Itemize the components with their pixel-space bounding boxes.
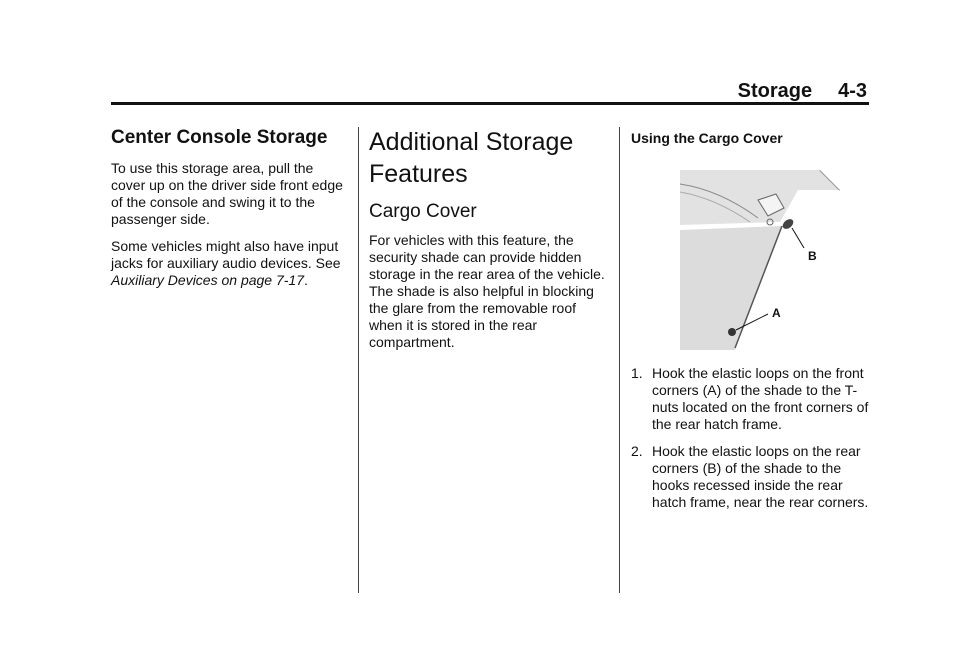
step-text: Hook the elastic loops on the rear corners (B) of the shade to the hooks recessed inside the rear hatch frame, near the rear corners. xyxy=(652,443,869,510)
label-a: A xyxy=(772,306,781,320)
tnut-a xyxy=(728,328,736,336)
cargo-cover-illustration xyxy=(680,170,840,350)
input-jacks-text: Some vehicles might also have input jacks for auxiliary audio devices. See xyxy=(111,237,341,271)
paragraph-console-use: To use this storage area, pull the cover up on the driver side front edge of the console and swing it to the passenger side. xyxy=(111,159,343,227)
steps-list xyxy=(631,365,871,521)
list-item xyxy=(631,443,871,511)
cross-reference-link[interactable]: Auxiliary Devices on page 7-17 xyxy=(111,271,304,288)
figure-caption: Using the Cargo Cover xyxy=(631,130,783,146)
page-header xyxy=(111,80,867,104)
column-divider-1 xyxy=(358,127,359,593)
subsection-title-cargo-cover: Cargo Cover xyxy=(369,201,477,222)
step-number: 2. xyxy=(631,443,643,459)
header-section: Storage xyxy=(737,80,813,102)
column-using-cargo-cover xyxy=(631,126,871,147)
section-title-center-console: Center Console Storage xyxy=(111,127,328,148)
paragraph-cargo-cover: For vehicles with this feature, the security shade can provide hidden storage in the rear area of the vehicle. The shade is also helpful in blocking the glare from the removable roof when it is stored in the rear compartment. xyxy=(369,231,605,350)
section-title-additional-storage: Additional Storage Features xyxy=(369,128,574,188)
header-page-number: 4-3 xyxy=(838,80,867,102)
step-text: Hook the elastic loops on the front corners (A) of the shade to the T-nuts located on the front corners of the rear hatch frame. xyxy=(652,365,869,432)
list-item xyxy=(631,365,871,433)
paragraph-input-jacks xyxy=(111,238,347,289)
label-b: B xyxy=(808,249,817,263)
column-divider-2 xyxy=(619,127,620,593)
step-number: 1. xyxy=(631,365,643,381)
column-center-console xyxy=(111,126,347,299)
input-jacks-suffix: . xyxy=(304,271,308,288)
column-additional-storage xyxy=(369,126,609,361)
header-rule xyxy=(111,102,869,105)
